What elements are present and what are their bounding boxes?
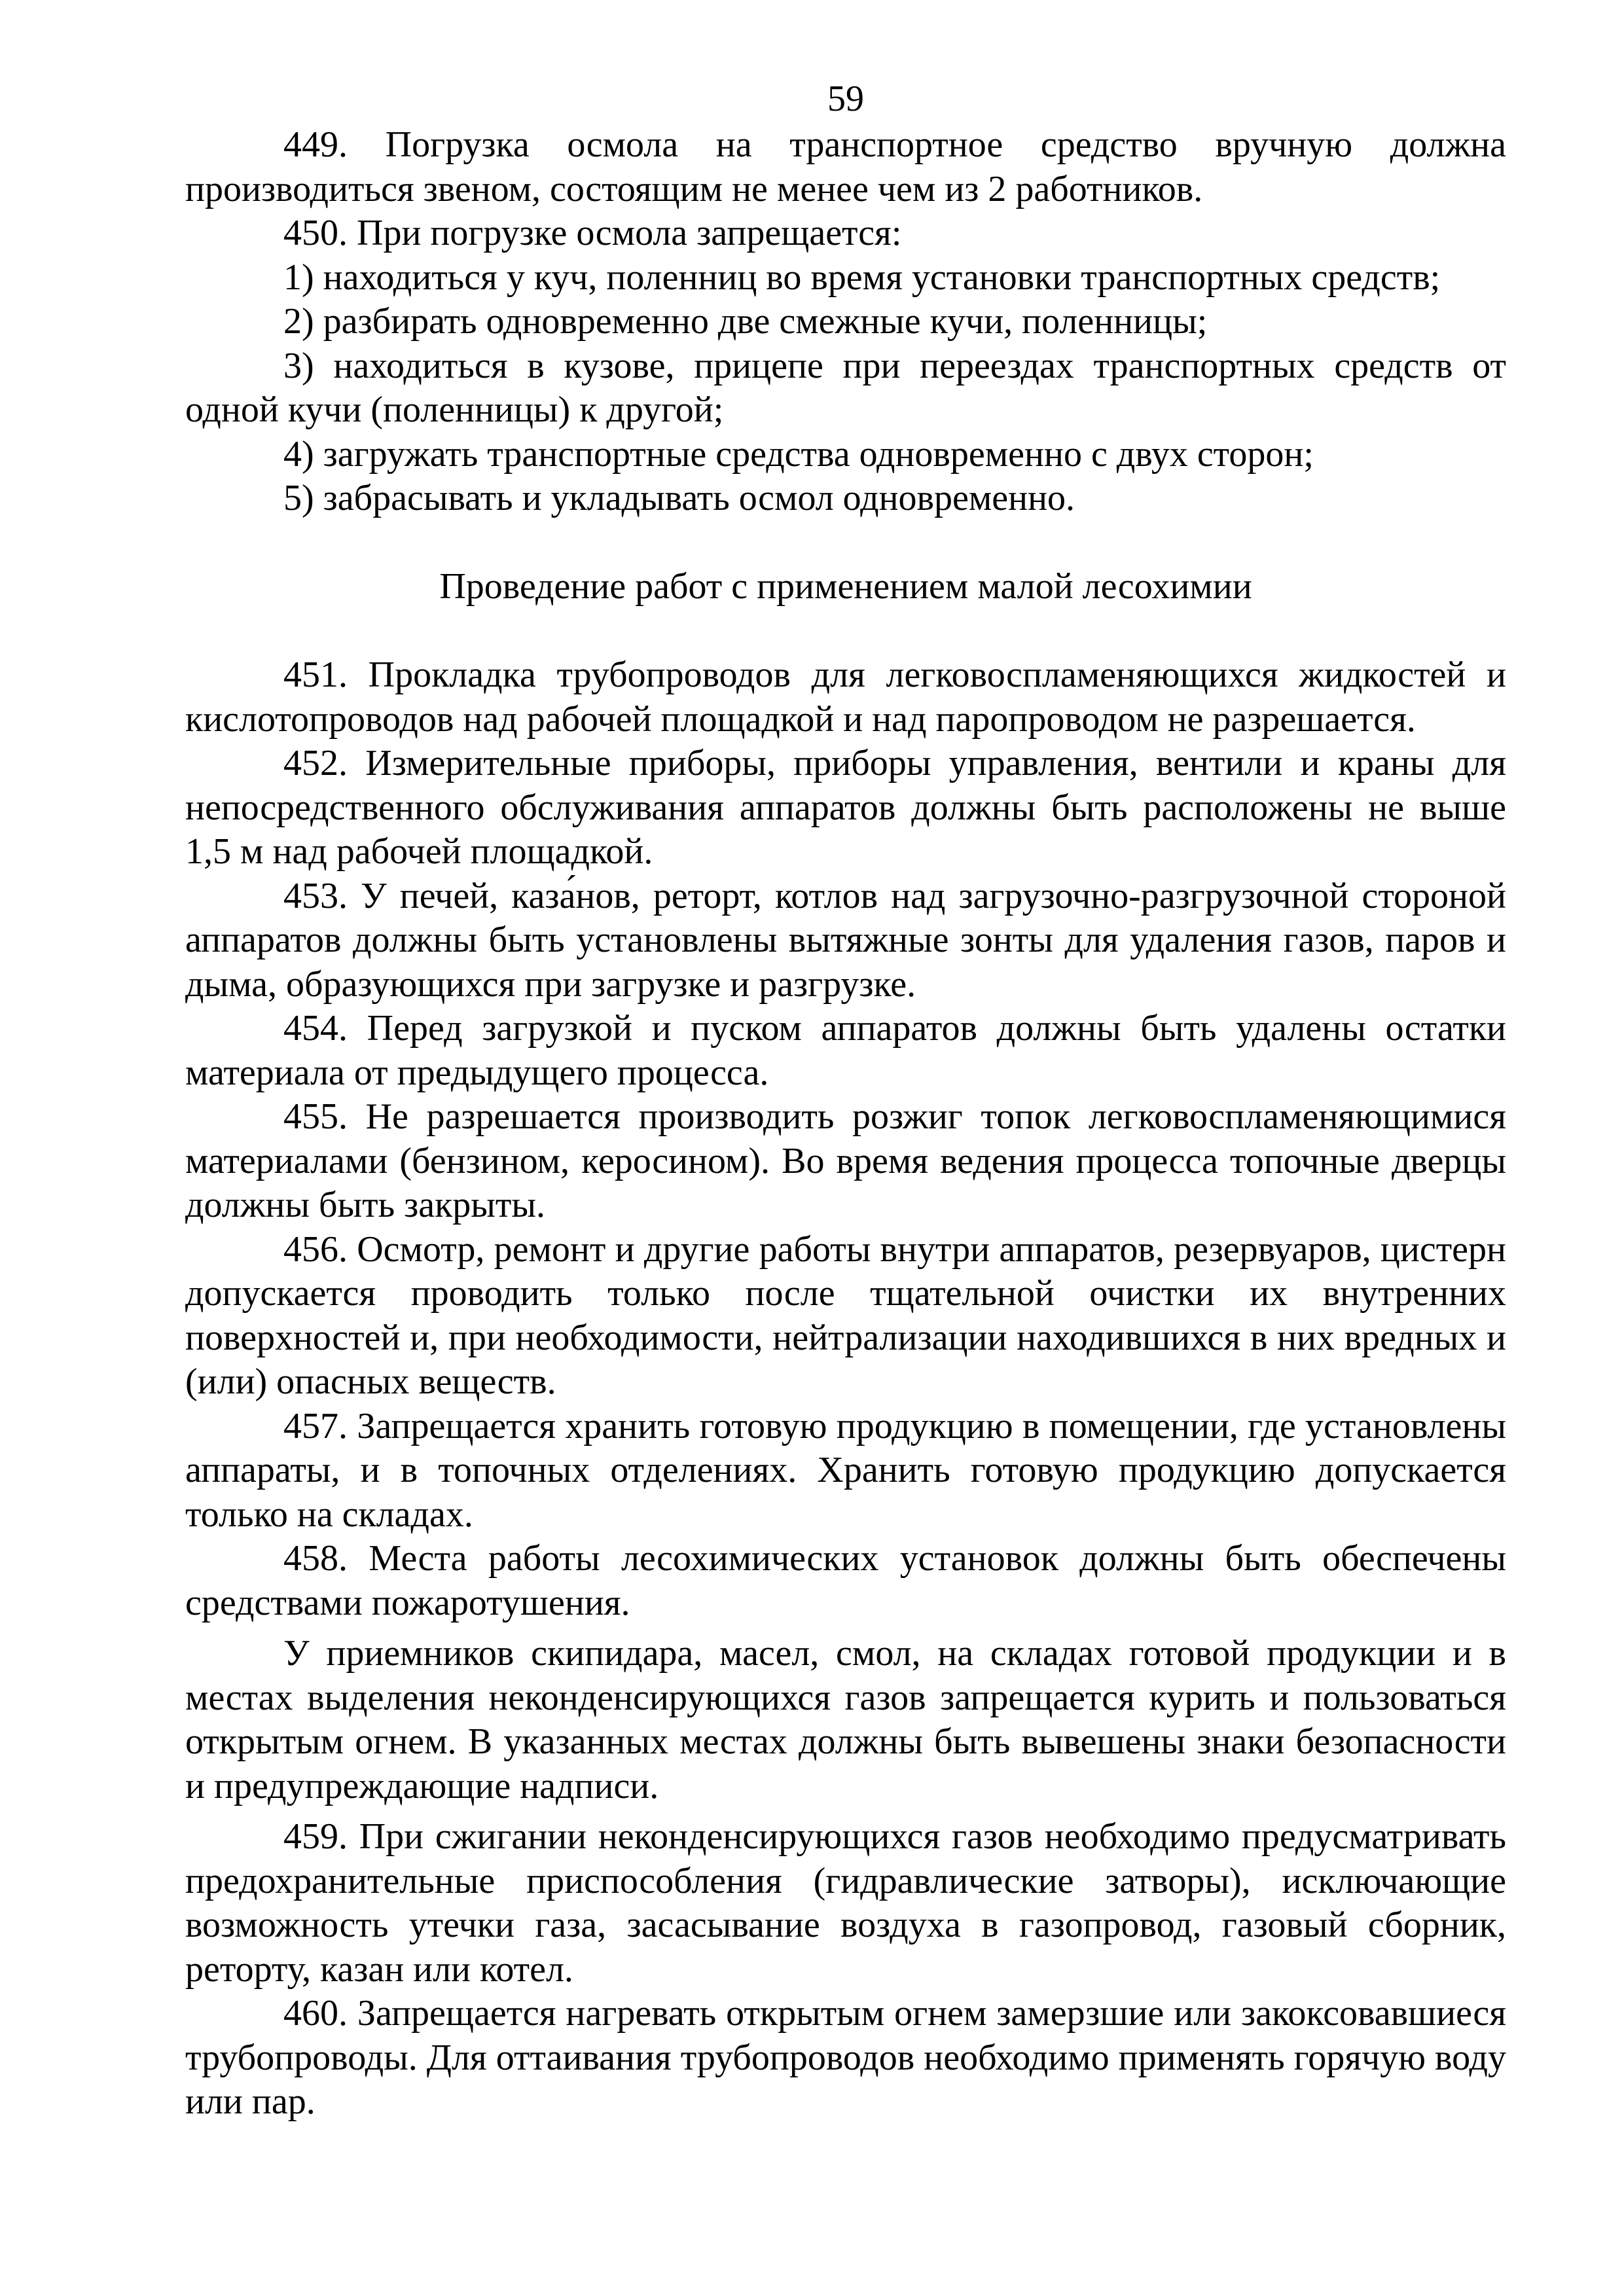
list-item-1: 1) находиться у куч, поленниц во время установки транспортных средств; [283,257,1441,298]
paragraph-456: 456. Осмотр, ремонт и другие работы внутри аппаратов, резервуаров, цистерн допускается проводить только после тщательной очистки их внутренних поверхностей и, при необходимости, нейтрализации находившихся в них вредных и (или) опасных веществ. [185,1229,1506,1402]
paragraph-455: 455. Не разрешается производить розжиг топок легковоспламеняющимися материалами (бензином, керосином). Во время ведения процесса топочные дверцы должны быть закрыты. [185,1096,1506,1225]
paragraph-458-continuation: У приемников скипидара, масел, смол, на складах готовой продукции и в местах выделения неконденсирующихся газов запрещается курить и пользоваться открытым огнем. В указанных местах должны быть вывешены знаки безопасности и предупреждающие надписи. [185,1633,1506,1806]
document-page [185,77,1506,2125]
paragraph-449: 449. Погрузка осмола на транспортное средство вручную должна производиться звеном, состоящим не менее чем из 2 работников. [185,124,1506,209]
list-item-3: 3) находиться в кузове, прицепе при переездах транспортных средств от одной кучи (поленницы) к другой; [185,345,1506,430]
section-heading: Проведение работ с применением малой лесохимии [439,565,1252,607]
paragraph-454: 454. Перед загрузкой и пуском аппаратов должны быть удалены остатки материала от предыдущего процесса. [185,1008,1506,1093]
paragraph-452: 452. Измерительные приборы, приборы управления, вентили и краны для непосредственного обслуживания аппаратов должны быть расположены не выше 1,5 м над рабочей площадкой. [185,743,1506,872]
paragraph-459: 459. При сжигании неконденсирующихся газов необходимо предусматривать предохранительные приспособления (гидравлические затворы), исключающие возможность утечки газа, засасывание воздуха в газопровод, газовый сборник, реторту, казан или котел. [185,1816,1506,1990]
paragraph-457: 457. Запрещается хранить готовую продукцию в помещении, где установлены аппараты, и в топочных отделениях. Хранить готовую продукцию допускается только на складах. [185,1405,1506,1535]
paragraph-453: 453. У печей, каза́нов, реторт, котлов над загрузочно-разгрузочной стороной аппаратов должны быть установлены вытяжные зонты для удаления газов, паров и дыма, образующихся при загрузке и разгрузке. [185,875,1506,1005]
paragraph-460: 460. Запрещается нагревать открытым огнем замерзшие или закоксовавшиеся трубопроводы. Для оттаивания трубопроводов необходимо применять горячую воду или пар. [185,1993,1506,2122]
paragraph-451: 451. Прокладка трубопроводов для легковоспламеняющихся жидкостей и кислотопроводов над рабочей площадкой и над паропроводом не разрешается. [185,655,1506,740]
paragraph-458: 458. Места работы лесохимических установок должны быть обеспечены средствами пожаротушения. [185,1538,1506,1623]
list-item-2: 2) разбирать одновременно две смежные кучи, поленницы; [283,301,1208,342]
list-item-5: 5) забрасывать и укладывать осмол одновременно. [283,478,1075,518]
list-item-4: 4) загружать транспортные средства одновременно с двух сторон; [283,433,1314,475]
page-number: 59 [827,79,864,119]
paragraph-450: 450. При погрузке осмола запрещается: [283,213,902,253]
